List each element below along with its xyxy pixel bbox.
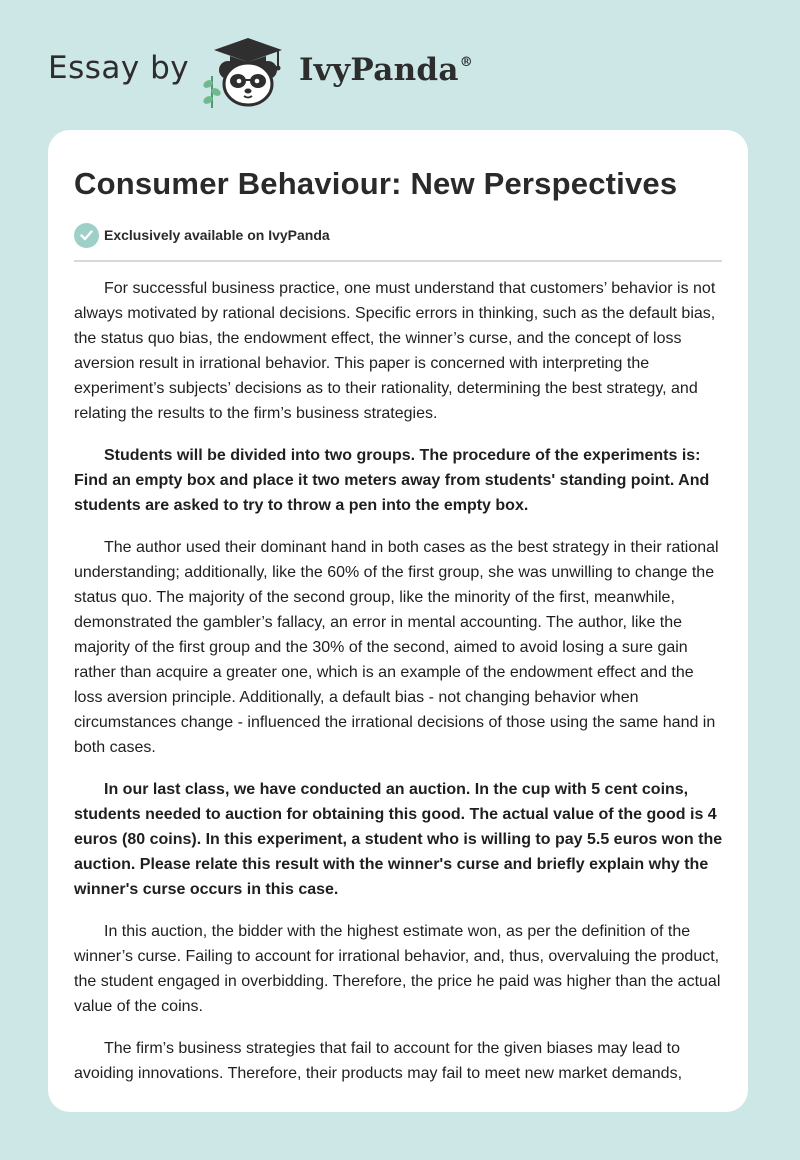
- site-header: [0, 0, 800, 130]
- check-icon: [74, 223, 99, 248]
- exclusive-badge: [74, 222, 330, 248]
- ivypanda-logo-icon[interactable]: [200, 34, 296, 110]
- exclusive-label: Exclusively available on IvyPanda: [104, 227, 330, 243]
- paragraph: For successful business practice, one must understand that customers’ behavior is not always motivated by rational decisions. Specific errors in thinking, such as the default bias, the status quo bias, the endowment effect, the winner’s curse, and the concept of loss aversion result in irrational behavior. This paper is concerned with interpreting the experiment’s subjects’ decisions as to their rationality, determining the best strategy, and relating the results to the firm’s business strategies.: [74, 280, 716, 422]
- essay-by-label: Essay by: [48, 50, 190, 86]
- paragraph: The author used their dominant hand in both cases as the best strategy in their rational understanding; additionally, like the 60% of the first group, she was unwilling to change the status quo. The majority of the second group, like the minority of the first, meanwhile, demonstrated the gambler’s fallacy, an error in mental accounting. The author, like the majority of the first group and the 30% of the second, aimed to avoid losing a sure gain rather than acquire a greater one, which is an example of the endowment effect and the loss aversion principle. Additionally, a default bias - not changing behavior when circumstances change - influenced the irrational decisions of those using the same hand in both cases.: [74, 539, 719, 756]
- essay-body: [74, 276, 724, 1103]
- question-paragraph: In our last class, we have conducted an auction. In the cup with 5 cent coins, students needed to auction for obtaining this good. The actual value of the good is 4 euros (80 coins). In this experiment, a student who is willing to pay 5.5 euros won the auction. Please relate this result with the winner's curse and briefly explain why the winner's curse occurs in this case.: [74, 781, 723, 898]
- essay-card: [48, 130, 748, 1112]
- essay-title: Consumer Behaviour: New Perspectives: [74, 166, 678, 201]
- paragraph: The firm’s business strategies that fail to account for the given biases may lead to avoiding innovations. Therefore, their products may fail to meet new market demands,: [74, 1040, 683, 1082]
- brand-label: IvyPanda: [299, 52, 459, 88]
- question-paragraph: Students will be divided into two groups. The procedure of the experiments is: Find an empty box and place it two meters away from students' standing point. And students are asked to try to throw a pen into the empty box.: [74, 447, 710, 514]
- brand-name[interactable]: [299, 52, 473, 88]
- divider: [74, 260, 722, 262]
- paragraph: In this auction, the bidder with the highest estimate won, as per the definition of the winner’s curse. Failing to account for irrational behavior, and, thus, overvaluing the product, the student engaged in overbidding. Therefore, the price he paid was higher than the actual value of the coins.: [74, 923, 721, 1015]
- registered-mark: ®: [459, 54, 474, 70]
